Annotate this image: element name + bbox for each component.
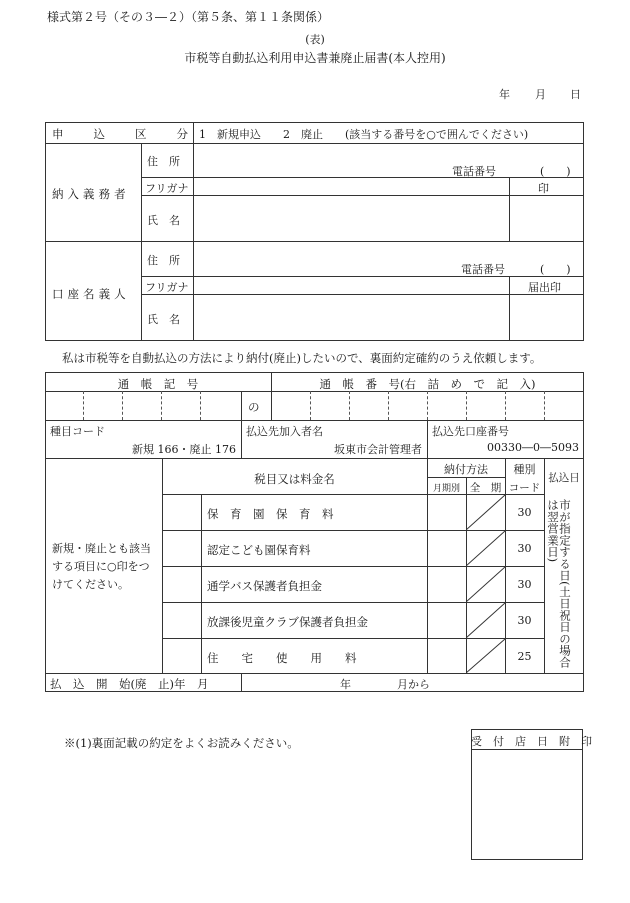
row-2-mark-cell[interactable] [162,531,200,565]
type-code-header-2: コード [508,482,541,494]
payment-date-header: 払込日 [548,472,580,484]
form-number: 様式第２号（その３―２）（第５条、第１１条関係） [47,10,330,24]
date-month: 月 [535,88,546,101]
tax-item-name: 住 宅 使 用 料 [207,651,357,665]
tax-item-name: 認定こども園保育料 [207,543,311,557]
row-3-mark-cell[interactable] [162,567,200,601]
account-name-label: 氏 名 [147,313,180,326]
reception-stamp-area[interactable] [472,750,582,859]
passbook-number-input[interactable] [272,392,583,419]
type-code-cell: 30 [517,578,532,591]
passbook-symbol-input[interactable] [46,392,240,419]
account-furigana-label: フリガナ [145,281,189,294]
account-number-value: 00330―0―5093 [487,441,579,454]
item-code-value: 新規 166・廃止 176 [132,443,236,456]
request-statement: 私は市税等を自動払込の方法により納付(廃止)したいので、裏面約定確約のうえ依頼します。 [62,351,542,365]
taxpayer-seal-label: 印 [538,182,549,195]
application-options[interactable]: 1 新規申込 2 廃止 (該当する番号を○で囲んでください) [199,128,529,141]
tax-item-name: 放課後児童クラブ保護者負担金 [207,615,368,629]
type-code-cell: 30 [517,506,532,519]
type-code-cell: 30 [517,542,532,555]
payee-label: 払込先加入者名 [246,425,323,438]
date-year: 年 [499,88,510,101]
row-5-mark-cell[interactable] [162,639,200,672]
payment-date-text: 市が指定する日(土日祝日の場合は翌営業日) [546,499,572,668]
date-day: 日 [570,88,581,101]
type-code-cell: 30 [517,614,532,627]
account-holder-label: 口座名義人 [52,287,130,301]
payee-value: 坂東市会計管理者 [334,443,422,456]
tax-item-header: 税目又は料金名 [254,472,335,486]
application-label: 申 込 区 分 [52,127,188,141]
form-title: 市税等自動払込利用申込書兼廃止届書(本人控用) [184,51,446,65]
taxpayer-label: 納入義務者 [52,187,130,201]
taxpayer-phone-parens[interactable]: ( ) [540,165,571,178]
taxpayer-name-field[interactable] [199,199,504,237]
taxpayer-address-label: 住 所 [147,155,180,168]
type-code-cell: 25 [517,650,532,663]
taxpayer-name-label: 氏 名 [147,214,180,227]
account-phone-label: 電話番号 [461,263,505,276]
taxpayer-phone-label: 電話番号 [452,165,496,178]
passbook-number-header: 通 帳 番 号(右 詰 め で 記 入) [319,377,536,391]
account-seal-label: 届出印 [528,281,561,294]
type-code-header-1: 種別 [513,463,536,476]
tax-item-name: 通学バス保護者負担金 [207,579,322,593]
side-label: (表) [305,33,325,46]
full-period-diagonals [466,494,505,673]
start-label: 払 込 開 始(廃 止)年 月 [50,677,209,691]
passbook-no-char: の [248,400,260,414]
payment-method-header: 納付方法 [444,463,488,476]
account-name-field[interactable] [199,298,504,336]
account-number-label: 払込先口座番号 [432,425,509,438]
account-address-label: 住 所 [147,254,180,267]
start-year: 年 [340,678,351,691]
start-month-from: 月から [397,678,430,691]
account-address-field[interactable] [199,245,499,273]
account-phone-parens[interactable]: ( ) [540,263,571,276]
row-1-mark-cell[interactable] [162,495,200,529]
footer-note: ※(1)裏面記載の約定をよくお読みください。 [64,736,299,750]
reception-stamp-label: 受 付 店 日 附 印 [471,735,592,748]
taxpayer-furigana-label: フリガナ [145,182,189,195]
item-code-label: 種目コード [50,425,105,438]
selection-note: 新規・廃止とも該当する項目に○印をつけてください。 [52,542,151,591]
row-4-mark-cell[interactable] [162,603,200,637]
full-period-header: 全 期 [469,482,502,494]
tax-item-name: 保 育 園 保 育 料 [207,507,334,521]
monthly-header: 月期別 [432,484,460,494]
passbook-symbol-header: 通 帳 記 号 [117,377,199,391]
